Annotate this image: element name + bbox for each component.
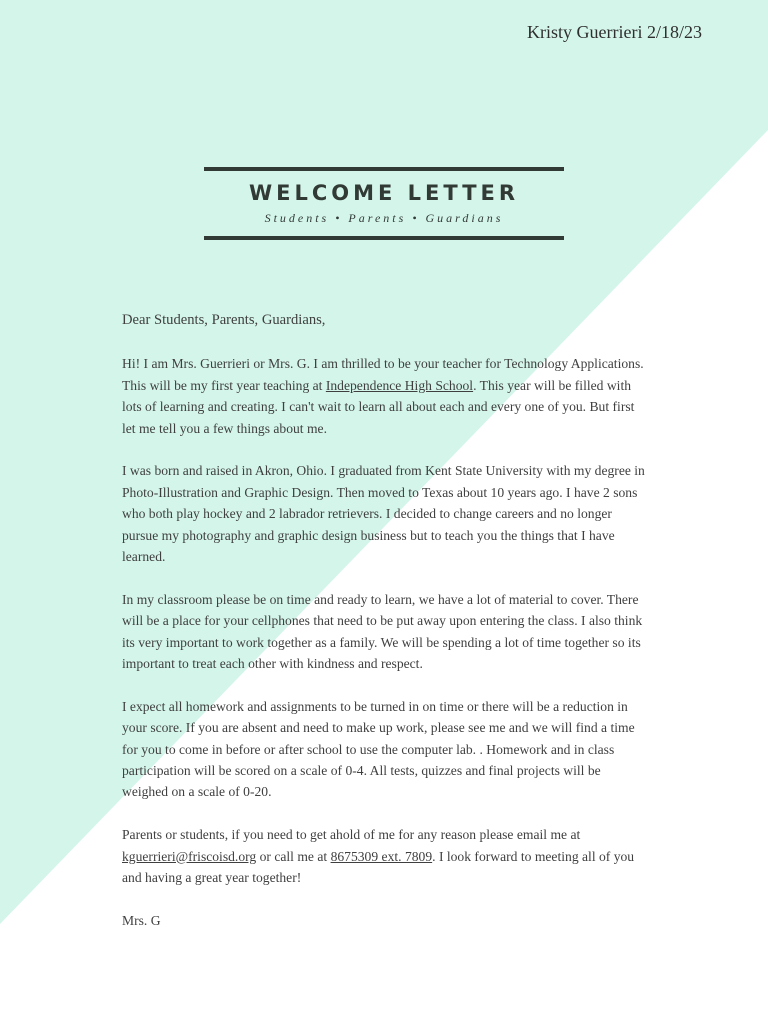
paragraph-intro bbox=[122, 353, 646, 439]
header-top-rule bbox=[204, 167, 564, 171]
letter-header bbox=[204, 167, 564, 240]
paragraph-contact bbox=[122, 824, 646, 888]
author-date: Kristy Guerrieri 2/18/23 bbox=[527, 22, 702, 42]
contact-text-start: Parents or students, if you need to get ahold of me for any reason please email me at bbox=[122, 827, 581, 843]
intro-text-start: Hi! I am Mrs. Guerrieri or Mrs. G. I am thrilled to be your teacher for Technology Applications. This will be my first year teaching at bbox=[122, 356, 644, 393]
signature: Mrs. G bbox=[122, 912, 161, 928]
school-link[interactable]: Independence High School bbox=[325, 377, 474, 393]
page-title: WELCOME LETTER bbox=[248, 181, 520, 205]
letter-body bbox=[122, 310, 646, 953]
page-subtitle: Students • Parents • Guardians bbox=[264, 211, 504, 225]
contact-text-end: . I look forward to meeting all of you and having a great year together! bbox=[122, 848, 635, 886]
greeting: Dear Students, Parents, Guardians, bbox=[122, 312, 326, 328]
email-link[interactable]: kguerrieri@friscoisd.org bbox=[122, 848, 257, 864]
intro-text-end: . This year will be filled with lots of learning and creating. I can't wait to learn all about each and every one of you. But first let me tell you a few things about me. bbox=[122, 377, 635, 436]
paragraph-background: I was born and raised in Akron, Ohio. I graduated from Kent State University with my degree in Photo-Illustration and Graphic Design. Then moved to Texas about 10 years ago. I have 2 sons who both play hockey and 2 labrador retrievers. I decided to change careers and no longer pursue my photography and graphic design business but to teach you the things that I have learned. bbox=[122, 463, 645, 565]
paragraph-classroom: In my classroom please be on time and ready to learn, we have a lot of material to cover. There will be a place for your cellphones that need to be put away upon entering the class. I also think its very important to work together as a family. We will be spending a lot of time together so its important to treat each other with kindness and respect. bbox=[122, 591, 643, 672]
phone-link[interactable]: 8675309 ext. 7809 bbox=[330, 848, 433, 864]
header-bottom-rule bbox=[204, 236, 564, 240]
paragraph-grading: I expect all homework and assignments to be turned in on time or there will be a reduction in your score. If you are absent and need to make up work, please see me and we will find a time for you to come in before or after school to use the computer lab. . Homework and in class participation will be scored on a scale of 0-4. All tests, quizzes and final projects will be weighed on a scale of 0-20. bbox=[122, 698, 635, 800]
contact-text-middle: or call me at bbox=[256, 848, 331, 864]
